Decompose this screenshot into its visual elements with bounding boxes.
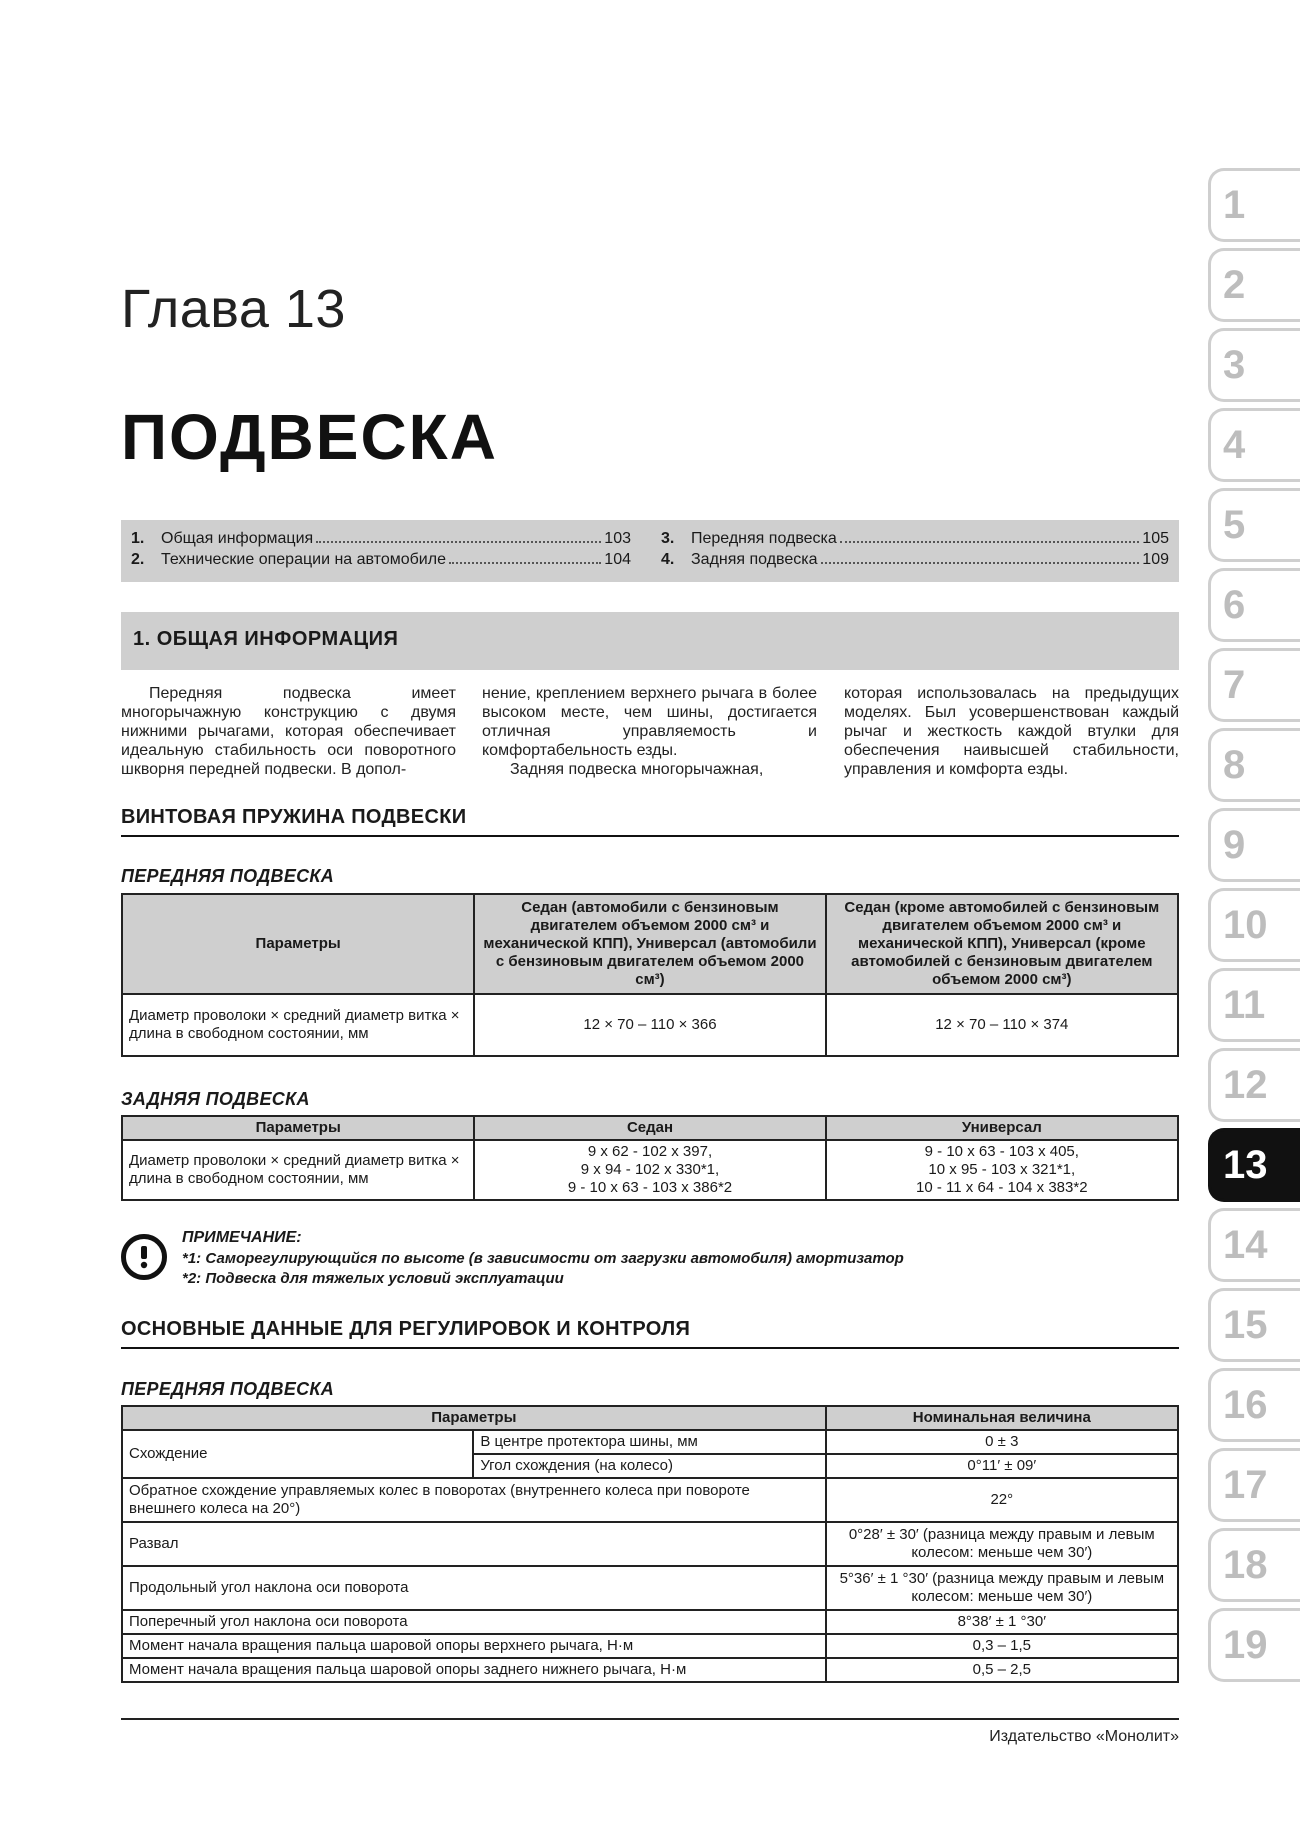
body-column-3 bbox=[844, 684, 1179, 779]
toc-leader bbox=[840, 541, 1139, 543]
note-title: ПРИМЕЧАНИЕ: bbox=[182, 1229, 302, 1246]
chapter-label: Глава 13 bbox=[121, 279, 346, 339]
table-header: Номинальная величина bbox=[826, 1406, 1178, 1430]
toc-item[interactable] bbox=[131, 549, 631, 570]
chapter-tab-10[interactable]: 10 bbox=[1208, 888, 1300, 962]
table-cell: 12 × 70 – 110 × 366 bbox=[474, 994, 825, 1056]
chapter-tab-14[interactable]: 14 bbox=[1208, 1208, 1300, 1282]
table-cell: 0 ± 3 bbox=[826, 1430, 1178, 1454]
table-header: Универсал bbox=[826, 1116, 1178, 1140]
table-cell: 22° bbox=[826, 1478, 1178, 1522]
chapter-title: ПОДВЕСКА bbox=[121, 401, 498, 473]
chapter-tab-9[interactable]: 9 bbox=[1208, 808, 1300, 882]
chapter-tab-8[interactable]: 8 bbox=[1208, 728, 1300, 802]
toc-text: Передняя подвеска bbox=[691, 530, 837, 547]
subsubsection-title: ПЕРЕДНЯЯ ПОДВЕСКА bbox=[121, 866, 335, 886]
chapter-tab-12[interactable]: 12 bbox=[1208, 1048, 1300, 1122]
table-cell: 12 × 70 – 110 × 374 bbox=[826, 994, 1178, 1056]
toc-text: Технические операции на автомобиле bbox=[161, 551, 446, 568]
toc-page: 109 bbox=[1142, 551, 1169, 568]
table-cell: 0°28′ ± 30′ (разница между правым и левым колесом: меньше чем 30′) bbox=[826, 1522, 1178, 1566]
body-column-1 bbox=[121, 684, 456, 779]
section-title: 1. ОБЩАЯ ИНФОРМАЦИЯ bbox=[133, 628, 399, 650]
cell-line: 9 x 62 - 102 x 397, bbox=[587, 1143, 713, 1160]
chapter-tab-13[interactable]: 13 bbox=[1208, 1128, 1300, 1202]
chapter-tab-16[interactable]: 16 bbox=[1208, 1368, 1300, 1442]
subsubsection-title: ЗАДНЯЯ ПОДВЕСКА bbox=[121, 1089, 310, 1109]
subsubsection-title: ПЕРЕДНЯЯ ПОДВЕСКА bbox=[121, 1379, 335, 1399]
toc-leader bbox=[821, 562, 1140, 564]
paragraph: которая использовалась на предыдущих моделях. Был усовершенствован каждый рычаг и жесткость каждой втулки для обеспечения наивысшей стабильности, управления и комфорта езды. bbox=[844, 685, 1179, 778]
note-icon bbox=[121, 1234, 167, 1280]
table-cell: Угол схождения (на колесо) bbox=[473, 1454, 825, 1478]
toc-number: 3. bbox=[661, 530, 675, 547]
toc-number: 1. bbox=[131, 530, 145, 547]
paragraph: нение, креплением верхнего рычага в более высоком месте, чем шины, достигается отличная управляемость и комфортабельность езды. bbox=[482, 685, 817, 759]
table-cell: 5°36′ ± 1 °30′ (разница между правым и левым колесом: меньше чем 30′) bbox=[826, 1566, 1178, 1610]
table-header: Седан bbox=[474, 1116, 825, 1140]
toc-number: 2. bbox=[131, 551, 145, 568]
table-header: Седан (автомобили с бензиновым двигателем объемом 2000 см³ и механической КПП), Универсал (автомобили с бензиновым двигателем объемом 2000 см³) bbox=[474, 894, 825, 994]
table-cell: Обратное схождение управляемых колес в поворотах (внутреннего колеса при повороте внешнего колеса на 20°) bbox=[122, 1478, 826, 1522]
front-spring-table bbox=[121, 893, 1179, 1057]
subsection-title: ВИНТОВАЯ ПРУЖИНА ПОДВЕСКИ bbox=[121, 806, 1179, 837]
paragraph: Передняя подвеска имеет многорычажную конструкцию с двумя нижними рычагами, которая обеспечивает идеальную стабильность оси поворотного шкворня передней подвески. В допол- bbox=[121, 685, 456, 778]
section-header bbox=[121, 612, 1179, 670]
cell-line: 9 - 10 x 63 - 103 x 386*2 bbox=[567, 1179, 733, 1196]
toc-leader bbox=[449, 562, 601, 564]
toc-text: Задняя подвеска bbox=[691, 551, 818, 568]
toc-number: 4. bbox=[661, 551, 675, 568]
table-cell: Продольный угол наклона оси поворота bbox=[122, 1566, 826, 1610]
toc-item[interactable] bbox=[661, 528, 1169, 549]
toc-page: 103 bbox=[604, 530, 631, 547]
table-cell: Диаметр проволоки × средний диаметр витка × длина в свободном состоянии, мм bbox=[122, 1140, 474, 1200]
table-cell: Момент начала вращения пальца шаровой опоры заднего нижнего рычага, Н·м bbox=[122, 1658, 826, 1682]
chapter-tab-4[interactable]: 4 bbox=[1208, 408, 1300, 482]
alignment-table bbox=[121, 1405, 1179, 1683]
table-cell bbox=[474, 1140, 825, 1200]
table-cell: 8°38′ ± 1 °30′ bbox=[826, 1610, 1178, 1634]
subsection-title: ОСНОВНЫЕ ДАННЫЕ ДЛЯ РЕГУЛИРОВОК И КОНТРОЛЯ bbox=[121, 1318, 1179, 1349]
note-line: *1: Саморегулирующийся по высоте (в зависимости от загрузки автомобиля) амортизатор bbox=[182, 1250, 904, 1267]
rear-spring-table bbox=[121, 1115, 1179, 1201]
body-column-2 bbox=[482, 684, 817, 779]
note-line: *2: Подвеска для тяжелых условий эксплуатации bbox=[182, 1270, 564, 1287]
chapter-tab-19[interactable]: 19 bbox=[1208, 1608, 1300, 1682]
chapter-tab-7[interactable]: 7 bbox=[1208, 648, 1300, 722]
toc-item[interactable] bbox=[131, 528, 631, 549]
table-cell bbox=[826, 1140, 1178, 1200]
table-cell: Схождение bbox=[122, 1430, 473, 1478]
table-cell: 0,3 – 1,5 bbox=[826, 1634, 1178, 1658]
table-cell: Поперечный угол наклона оси поворота bbox=[122, 1610, 826, 1634]
footer-rule bbox=[121, 1718, 1179, 1720]
table-cell: Развал bbox=[122, 1522, 826, 1566]
chapter-tab-6[interactable]: 6 bbox=[1208, 568, 1300, 642]
table-cell: Диаметр проволоки × средний диаметр витка × длина в свободном состоянии, мм bbox=[122, 994, 474, 1056]
paragraph: Задняя подвеска многорычажная, bbox=[510, 761, 764, 778]
chapter-toc bbox=[121, 520, 1179, 582]
table-header: Параметры bbox=[122, 1116, 474, 1140]
chapter-tab-5[interactable]: 5 bbox=[1208, 488, 1300, 562]
chapter-tab-3[interactable]: 3 bbox=[1208, 328, 1300, 402]
toc-page: 105 bbox=[1142, 530, 1169, 547]
table-cell: 0°11′ ± 09′ bbox=[826, 1454, 1178, 1478]
chapter-tab-2[interactable]: 2 bbox=[1208, 248, 1300, 322]
toc-text: Общая информация bbox=[161, 530, 314, 547]
chapter-tab-15[interactable]: 15 bbox=[1208, 1288, 1300, 1362]
toc-item[interactable] bbox=[661, 549, 1169, 570]
cell-line: 10 - 11 x 64 - 104 x 383*2 bbox=[916, 1179, 1088, 1196]
table-header: Параметры bbox=[122, 1406, 826, 1430]
cell-line: 9 - 10 x 63 - 103 x 405, bbox=[924, 1143, 1079, 1160]
toc-leader bbox=[316, 541, 601, 543]
table-header: Седан (кроме автомобилей с бензиновым двигателем объемом 2000 см³ и механической КПП), Универсал (кроме автомобилей с бензиновым двигателем объемом 2000 см³) bbox=[826, 894, 1178, 994]
chapter-tab-18[interactable]: 18 bbox=[1208, 1528, 1300, 1602]
chapter-tab-11[interactable]: 11 bbox=[1208, 968, 1300, 1042]
chapter-tab-17[interactable]: 17 bbox=[1208, 1448, 1300, 1522]
table-cell: 0,5 – 2,5 bbox=[826, 1658, 1178, 1682]
table-cell: В центре протектора шины, мм bbox=[473, 1430, 825, 1454]
table-cell: Момент начала вращения пальца шаровой опоры верхнего рычага, Н·м bbox=[122, 1634, 826, 1658]
chapter-tab-1[interactable]: 1 bbox=[1208, 168, 1300, 242]
table-header: Параметры bbox=[122, 894, 474, 994]
publisher: Издательство «Монолит» bbox=[989, 1728, 1179, 1745]
cell-line: 9 x 94 - 102 x 330*1, bbox=[580, 1161, 720, 1178]
cell-line: 10 x 95 - 103 x 321*1, bbox=[928, 1161, 1076, 1178]
toc-page: 104 bbox=[604, 551, 631, 568]
